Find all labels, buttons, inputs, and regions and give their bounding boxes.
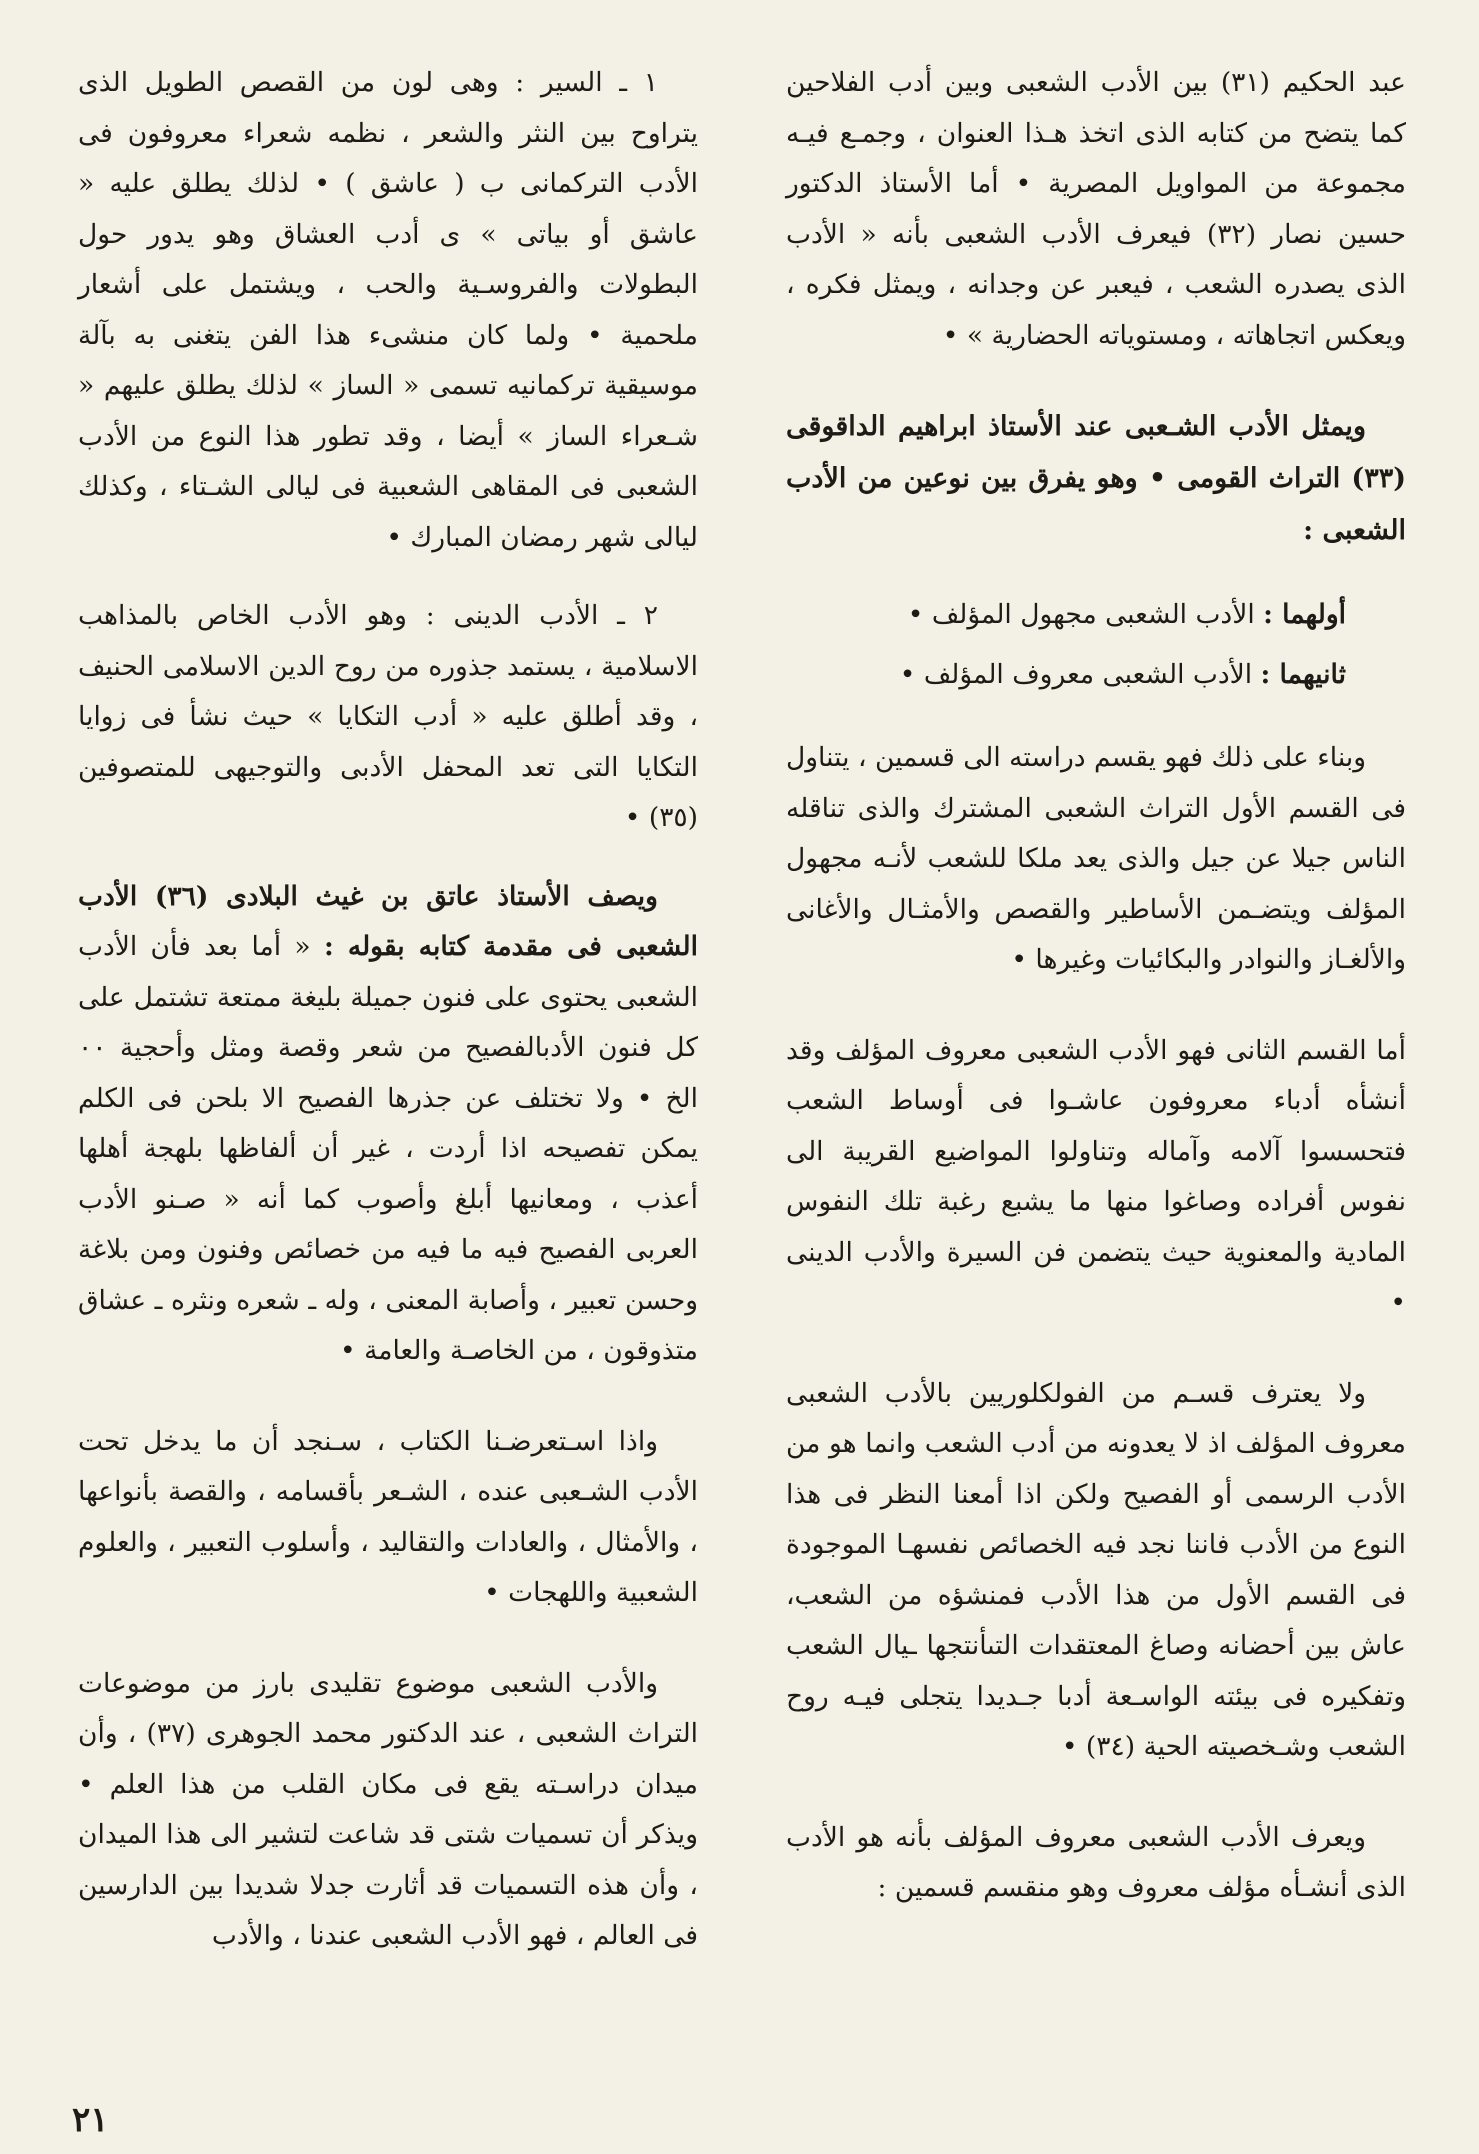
right-paragraph-3: أما القسم الثانى فهو الأدب الشعبى معروف المؤلف وقد أنشأه أدباء معروفون عاشـوا فى أوساط الشعب فتحسسوا آلامه وآماله وتناولوا المواضيع القريبة الى نفوس أفراده وصاغوا منها ما يشبع رغبة تلك النفوس المادية والمعنوية حيث يتضمن فن السيرة والأدب الدينى • [786, 1034, 1406, 1318]
page-number: ٢١ [72, 2100, 109, 2140]
list-item-second-label: ثانيهما : [1260, 659, 1346, 690]
list-item-first-text: الأدب الشعبى مجهول المؤلف • [907, 599, 1255, 630]
list-item-first [786, 585, 1406, 645]
list-item-first-label: أولهما : [1263, 599, 1346, 630]
right-paragraph-5: ويعرف الأدب الشعبى معروف المؤلف بأنه هو الأدب الذى أنشـأه مؤلف معروف وهو منقسم قسمين : [786, 1821, 1406, 1903]
right-paragraph-2: وبناء على ذلك فهو يقسم دراسته الى قسمين ، يتناول فى القسم الأول التراث الشعبى المشترك والذى تناقله الناس جيلا عن جيل والذى يعد ملكا للشعب لأنـه مجهول المؤلف ويتضـمن الأساطير والقصص والأمثـال والأغانى والألغـاز والنوادر والبكائيات وغيرها • [786, 742, 1406, 975]
left-paragraph-religious: ٢ ـ الأدب الدينى : وهو الأدب الخاص بالمذاهب الاسلامية ، يستمد جذوره من روح الدين الاسلامى الحنيف ، وقد أطلق عليه « أدب التكايا » حيث نشأ فى زوايا التكايا التى تعد المحفل الأدبى والتوجيهى للمتصوفين (٣٥) • [78, 600, 698, 833]
right-heading-daquqi: ويمثل الأدب الشـعبى عند الأستاذ ابراهيم الداقوقى (٣٣) التراث القومى • وهو يفرق بين نوعين من الأدب الشعبى : [786, 411, 1406, 546]
right-column [786, 58, 1406, 1914]
right-paragraph-1: عبد الحكيم (٣١) بين الأدب الشعبى وبين أدب الفلاحين كما يتضح من كتابه الذى اتخذ هـذا العنوان ، وجمـع فيـه مجموعة من المواويل المصرية • أما الأستاذ الدكتور حسين نصار (٣٢) فيعرف الأدب الشعبى بأنه « الأدب الذى يصدره الشعب ، فيعبر عن وجدانه ، ويمثل فكره ، ويعكس اتجاهاته ، ومستوياته الحضارية » • [786, 67, 1407, 351]
right-paragraph-4: ولا يعترف قسـم من الفولكلوريين بالأدب الشعبى معروف المؤلف اذ لا يعدونه من أدب الشعب وانما هو من الأدب الرسمى أو الفصيح ولكن اذا أمعنا النظر فى هذا النوع من الأدب فاننا نجد فيه الخصائص نفسهـا الموجودة فى القسم الأول من هذا الأدب فمنشؤه من الشعب، عاش بين أحضانه وصاغ المعتقدات التىأنتجها ـيال الشعب وتفكيره فى بيئته الواسـعة أدبا جـديدا يتجلى فيـه روح الشعب وشـخصيته الحية (٣٤) • [786, 1377, 1406, 1762]
left-quote-biladi: « أما بعد فأن الأدب الشعبى يحتوى على فنون جميلة بليغة ممتعة تشتمل على كل فنون الأدبالفصيح من شعر وقصة ومثل وأحجية ٠٠ الخ • ولا تختلف عن جذرها الفصيح الا بلحن فى الكلم يمكن تفصيحه اذا أردت ، غير أن ألفاظها بلهجة أهلها أعذب ، ومعانيها أبلغ وأصوب كما أنه « صـنو الأدب العربى الفصيح فيه ما فيه من خصائص وفنون ومن بلاغة وحسن تعبير ، وأصابة المعنى ، وله ـ شعره ونثره ـ عشاق متذوقون ، من الخاصـة والعامة • [78, 931, 698, 1366]
list-item-second-text: الأدب الشعبى معروف المؤلف • [899, 659, 1253, 690]
left-paragraph-jawhari: والأدب الشعبى موضوع تقليدى بارز من موضوعات التراث الشعبى ، عند الدكتور محمد الجوهرى (٣٧) ، وأن ميدان دراسـته يقع فى مكان القلب من هذا العلم • ويذكر أن تسميات شتى قد شاعت لتشير الى هذا الميدان ، وأن هذه التسميات قد أثارت جدلا شديدا بين الدارسين فى العالم ، فهو الأدب الشعبى عندنا ، والأدب [78, 1667, 698, 1951]
list-item-second [786, 645, 1406, 705]
left-heading-biladi: ويصف الأستاذ عاتق بن غيث البلادى (٣٦) الأدب الشعبى فى مقدمة كتابه بقوله : [78, 880, 698, 962]
left-column [78, 58, 698, 1962]
left-paragraph-siyar: ١ ـ السير : وهى لون من القصص الطويل الذى يتراوح بين النثر والشعر ، نظمه شعراء معروفون فى الأدب التركمانى ب ( عاشق ) • لذلك يطلق عليه « عاشق أو بياتى » ى أدب العشاق وهو يدور حول البطولات والفروسـية والحب ، ويشتمل على أشعار ملحمية • ولما كان منشىء هذا الفن يتغنى به بآلة موسيقية تركمانيه تسمى « الساز » لذلك يطلق عليهم « شـعراء الساز » أيضا ، وقد تطور هذا النوع من الأدب الشعبى فى المقاهى الشعبية فى ليالى الشـتاء ، وكذلك ليالى شهر رمضان المبارك • [78, 67, 698, 553]
left-paragraph-book-review: واذا اسـتعرضـنا الكتاب ، سـنجد أن ما يدخل تحت الأدب الشـعبى عنده ، الشـعر بأقسامه ، والقصة بأنواعها ، والأمثال ، والعادات والتقاليد ، وأسلوب التعبير ، والعلوم الشعبية واللهجات • [78, 1425, 698, 1608]
left-paragraph-biladi [78, 872, 698, 1377]
